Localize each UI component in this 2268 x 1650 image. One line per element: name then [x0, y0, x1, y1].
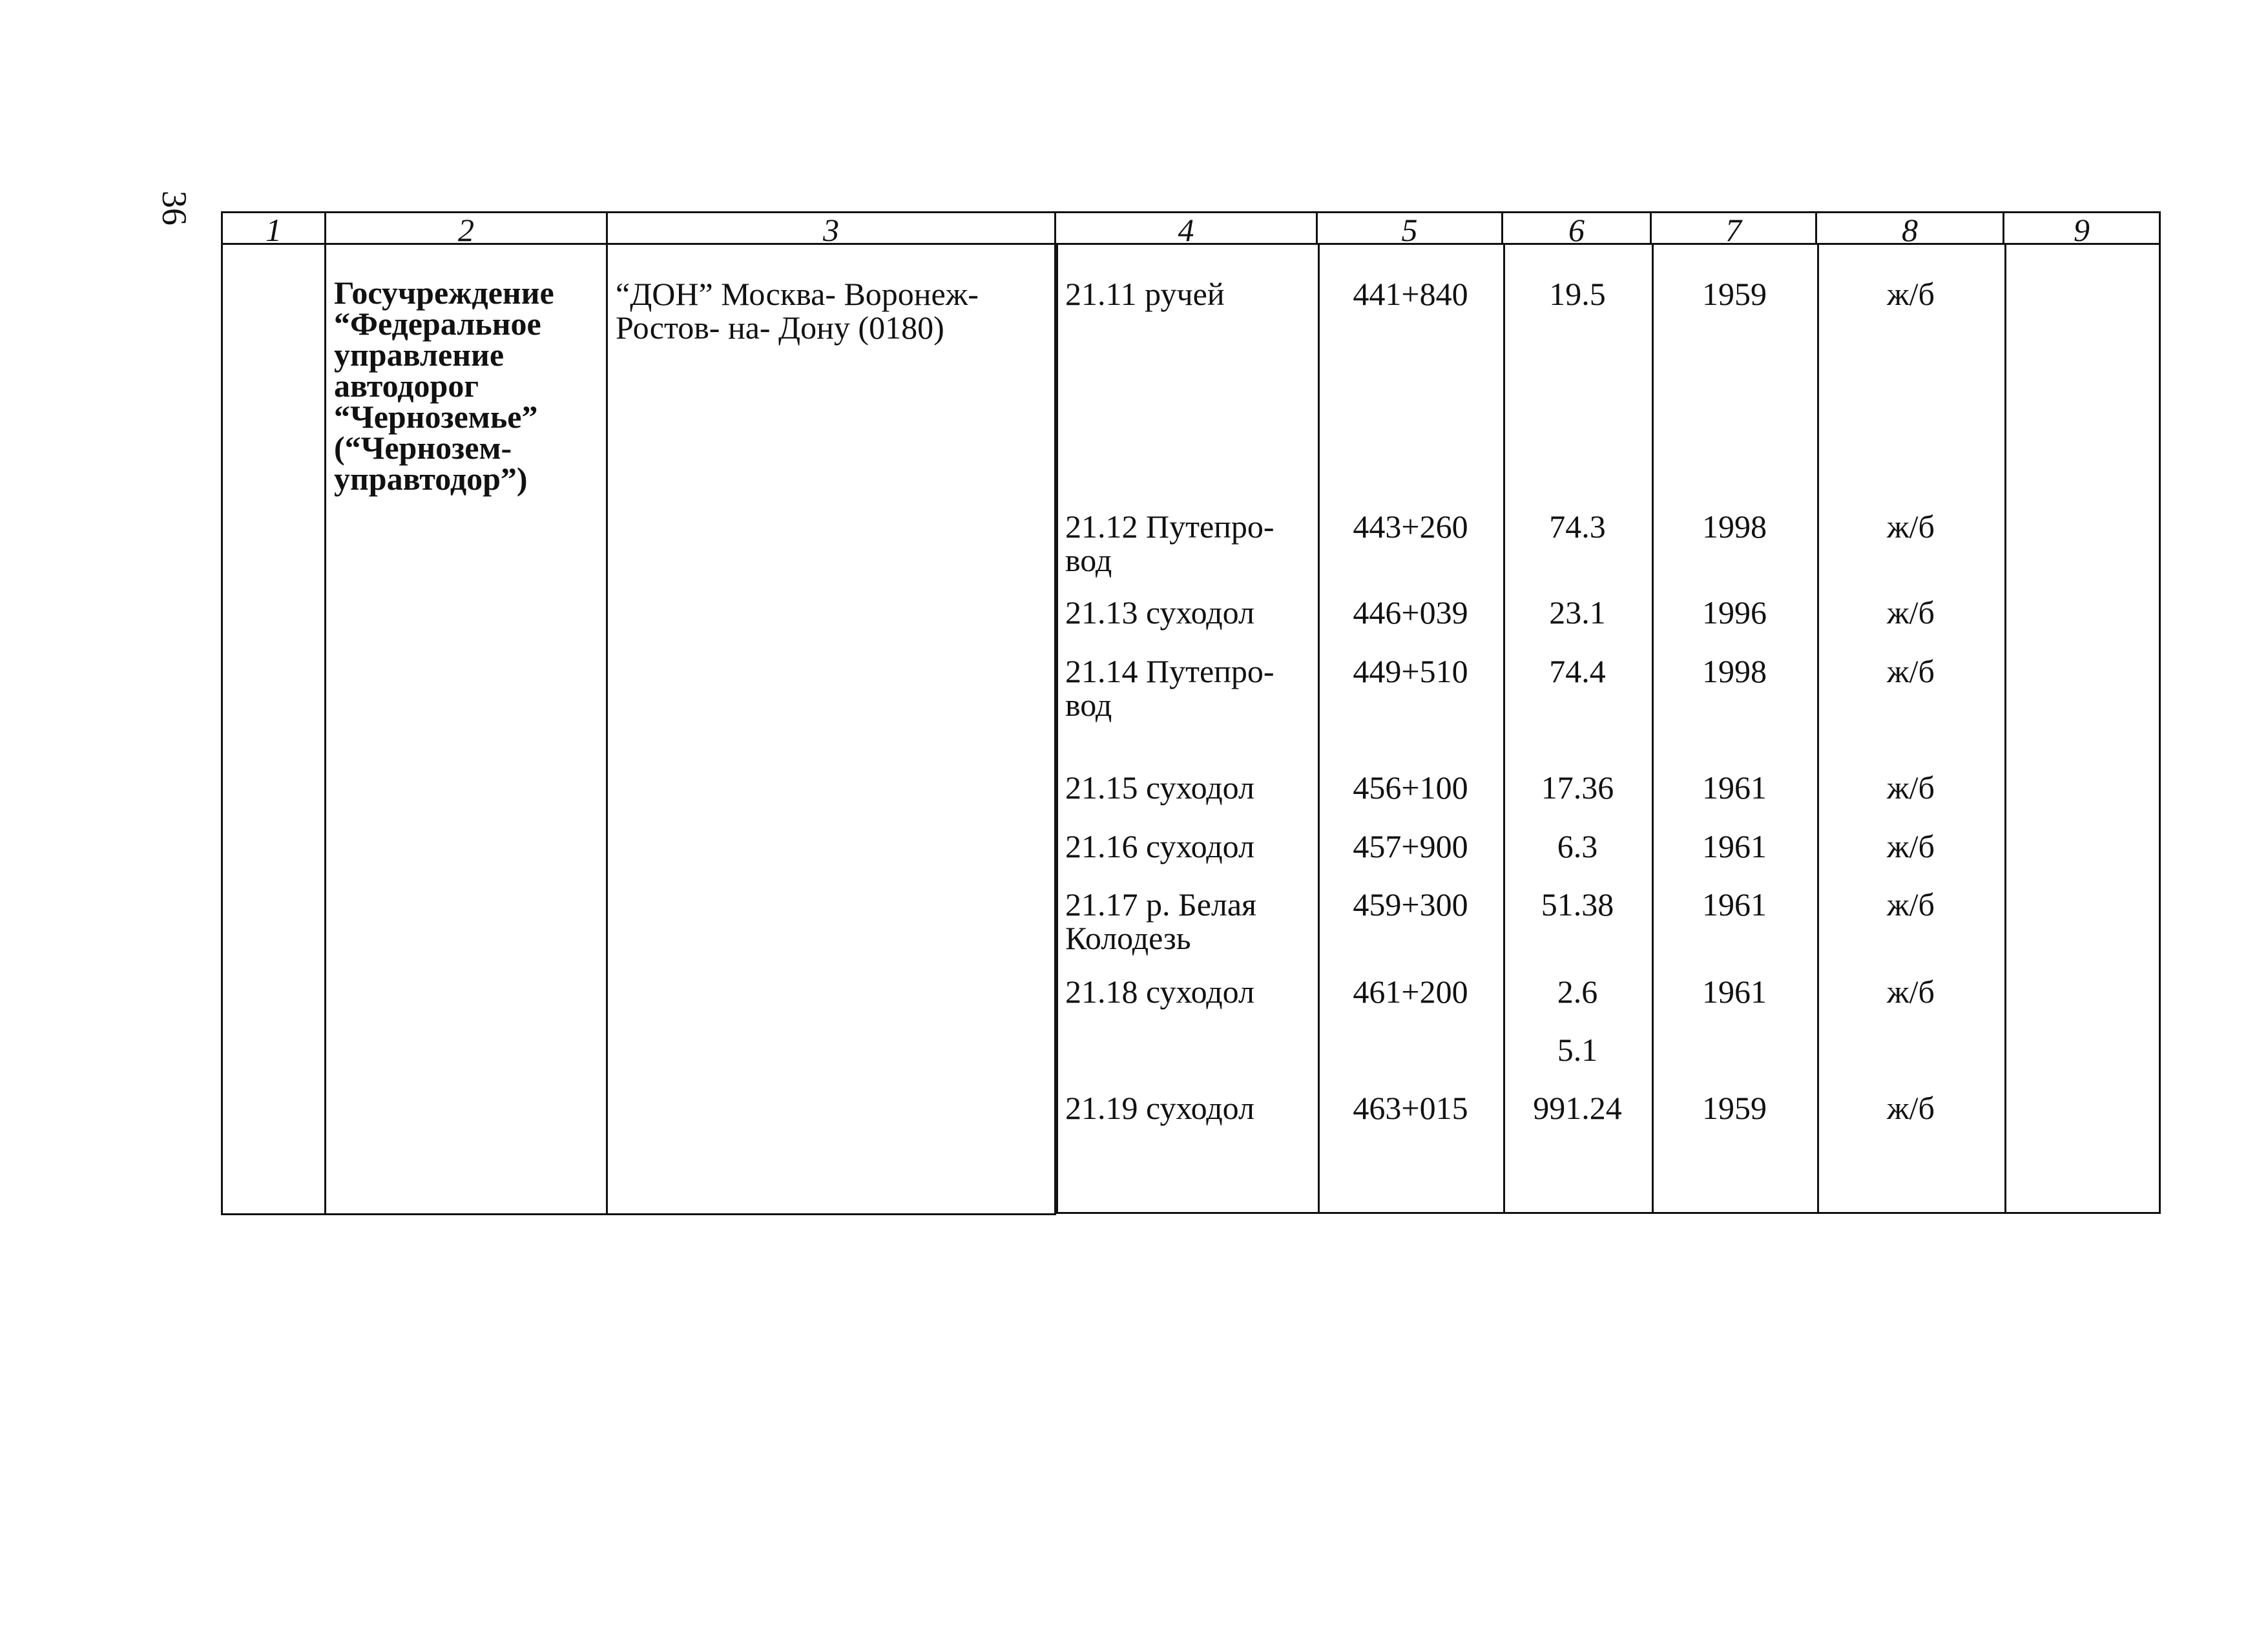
object-row: [1056, 1091, 2161, 1125]
object-name: 21.18 суходол: [1065, 974, 1254, 1010]
object-name: 21.13 суходол: [1065, 594, 1254, 631]
object-material: ж/б: [1887, 508, 1935, 545]
object-length: 19.5: [1549, 276, 1606, 312]
road-name: “ДОН” Москва- Воронеж- Ростов- на- Дону (0180): [616, 276, 979, 346]
object-year: 1998: [1702, 653, 1767, 689]
object-km: 449+510: [1353, 653, 1468, 689]
object-column-8: [1817, 245, 2004, 1214]
objects-cell: [1056, 244, 2160, 1215]
object-year: 1959: [1702, 1090, 1767, 1126]
object-year: 1961: [1702, 769, 1767, 806]
object-column-4: [1056, 245, 1318, 1214]
objects-list: [1056, 245, 2160, 1214]
object-year: 1961: [1702, 828, 1767, 864]
object-material: ж/б: [1887, 769, 1935, 806]
header-cell-2: 2: [326, 213, 607, 244]
road-cell: [607, 244, 1056, 1215]
object-km: 457+900: [1353, 828, 1468, 864]
object-row: [1056, 975, 2161, 1008]
object-year: 1959: [1702, 276, 1767, 312]
object-name: 21.19 суходол: [1065, 1090, 1254, 1126]
object-material: ж/б: [1887, 828, 1935, 864]
object-length: 23.1: [1549, 594, 1606, 631]
page-number: 36: [155, 191, 194, 225]
body-row: [222, 244, 2160, 1215]
object-row: [1056, 1033, 2161, 1067]
object-km: 441+840: [1353, 276, 1468, 312]
organization-cell: [326, 244, 607, 1215]
object-year: 1961: [1702, 886, 1767, 923]
object-material: ж/б: [1887, 276, 1935, 312]
object-name: 21.14 Путепро-вод: [1065, 653, 1274, 723]
object-year: 1998: [1702, 508, 1767, 545]
bridge-register-table: [221, 211, 2161, 1215]
object-material: ж/б: [1887, 974, 1935, 1010]
object-material: ж/б: [1887, 1090, 1935, 1126]
header-cell-1: 1: [222, 213, 326, 244]
object-column-7: [1652, 245, 1817, 1214]
object-name: 21.11 ручей: [1065, 276, 1225, 312]
object-column-9: [2004, 245, 2161, 1214]
object-name: 21.17 р. Белая Колодезь: [1065, 886, 1257, 956]
object-name: 21.15 суходол: [1065, 769, 1254, 806]
object-year: 1996: [1702, 594, 1767, 631]
object-material: ж/б: [1887, 886, 1935, 923]
object-name: 21.12 Путепро-вод: [1065, 508, 1274, 578]
organization-name: Госучреждение “Федеральное управление автодорог “Черноземье” (“Чернозем-управтодор”): [334, 275, 554, 497]
object-row: [1056, 888, 2161, 955]
header-cell-3: 3: [607, 213, 1056, 244]
object-row: [1056, 596, 2161, 629]
object-length: 74.3: [1549, 508, 1606, 545]
object-length: 74.4: [1549, 653, 1606, 689]
object-length: 17.36: [1541, 769, 1614, 806]
object-row: [1056, 510, 2161, 577]
object-km: 456+100: [1353, 769, 1468, 806]
column-1-cell: [222, 244, 326, 1215]
object-km: 446+039: [1353, 594, 1468, 631]
object-length: 6.3: [1557, 828, 1598, 864]
header-cell-9: 9: [2004, 213, 2160, 244]
object-length: 991.24: [1533, 1090, 1622, 1126]
object-name: 21.16 суходол: [1065, 828, 1254, 864]
object-material: ж/б: [1887, 594, 1935, 631]
header-cell-6: 6: [1503, 213, 1651, 244]
object-length: 2.6: [1557, 974, 1598, 1010]
object-column-5: [1318, 245, 1503, 1214]
header-cell-5: 5: [1317, 213, 1503, 244]
object-year: 1961: [1702, 974, 1767, 1010]
object-material: ж/б: [1887, 653, 1935, 689]
object-row: [1056, 771, 2161, 804]
object-row: [1056, 830, 2161, 863]
header-row: [222, 213, 2160, 244]
header-cell-8: 8: [1816, 213, 2004, 244]
object-length: 5.1: [1557, 1032, 1598, 1068]
object-km: 463+015: [1353, 1090, 1468, 1126]
object-km: 443+260: [1353, 508, 1468, 545]
object-row: [1056, 654, 2161, 722]
object-km: 461+200: [1353, 974, 1468, 1010]
object-length: 51.38: [1541, 886, 1614, 923]
header-cell-7: 7: [1651, 213, 1816, 244]
header-cell-4: 4: [1056, 213, 1317, 244]
object-row: [1056, 277, 2161, 311]
object-column-6: [1503, 245, 1652, 1214]
object-km: 459+300: [1353, 886, 1468, 923]
